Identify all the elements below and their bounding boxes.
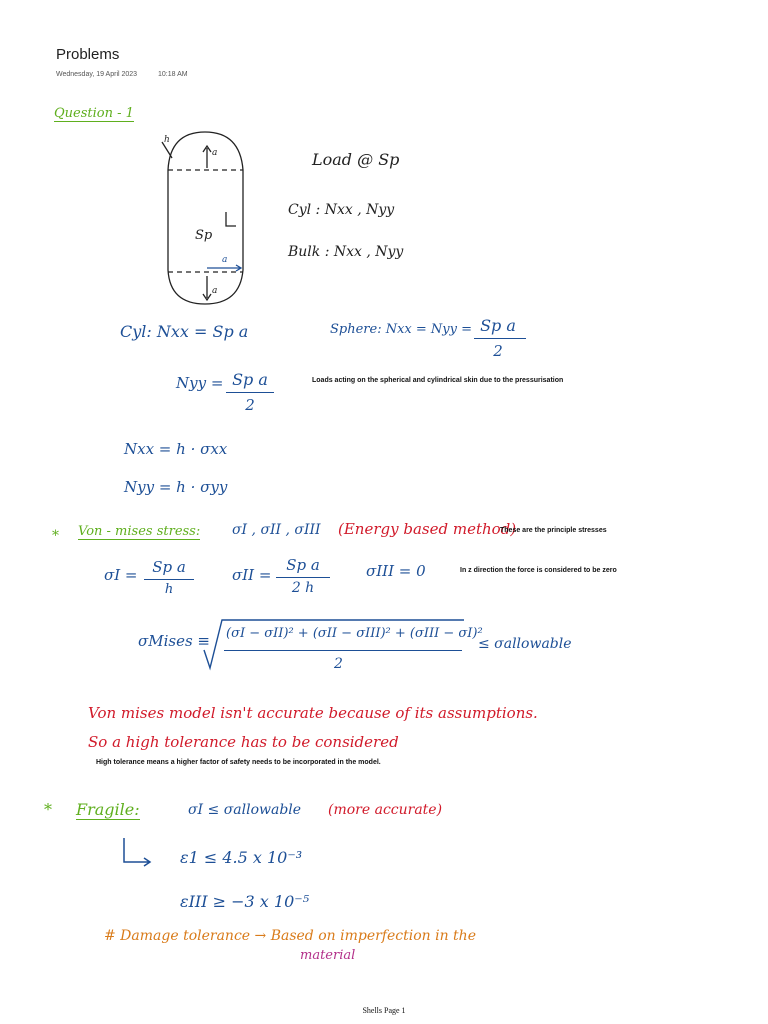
damage-note: # Damage tolerance → Based on imperfection in the xyxy=(104,928,476,944)
star-icon-2: * xyxy=(44,800,52,819)
eps3-eq: εIII ≥ −3 x 10⁻⁵ xyxy=(180,892,310,911)
sphere-eq-den: 2 xyxy=(493,342,503,360)
vm-formula-rhs: ≤ σallowable xyxy=(478,636,572,652)
remark-2: So a high tolerance has to be considered xyxy=(88,733,399,751)
nyy-eq-den: 2 xyxy=(245,396,255,414)
star-icon: * xyxy=(52,528,59,544)
question-label: Question - 1 xyxy=(54,106,134,121)
sphere-eq-lhs: Sphere: Nxx = Nyy = xyxy=(330,322,472,337)
page-title: Problems xyxy=(56,46,120,63)
s3-eq: σIII = 0 xyxy=(366,562,426,580)
principle-note: These are the principle stresses xyxy=(500,527,607,534)
eps1-eq: ε1 ≤ 4.5 x 10⁻³ xyxy=(180,848,303,867)
vonmises-label: Von - mises stress: xyxy=(78,524,201,539)
nyy-eq-num: Sp a xyxy=(232,370,268,389)
diagram-a-horiz: a xyxy=(222,255,228,265)
principal-stresses: σI , σII , σIII xyxy=(232,522,321,538)
bulk-loads: Bulk : Nxx , Nyy xyxy=(288,244,404,260)
diagram-h: h xyxy=(164,135,170,145)
page-time: 10:18 AM xyxy=(158,71,188,78)
s1-lhs: σI = xyxy=(104,566,138,584)
page-date: Wednesday, 19 April 2023 xyxy=(56,71,138,78)
s2-lhs: σII = xyxy=(232,566,272,584)
vm-formula-den: 2 xyxy=(334,656,343,672)
nxx-stress-eq: Nxx = h · σxx xyxy=(124,440,228,458)
vm-formula-lhs: σMises ≡ xyxy=(138,632,211,650)
page-footer: Shells Page 1 xyxy=(362,1006,406,1015)
sphere-eq-num: Sp a xyxy=(480,316,516,335)
fragile-condition: σI ≤ σallowable xyxy=(188,802,302,818)
diagram-a-bottom: a xyxy=(212,286,218,296)
loads-note: Loads acting on the spherical and cylindrical skin due to the pressurisation xyxy=(312,377,564,384)
cyl-loads: Cyl : Nxx , Nyy xyxy=(288,202,395,218)
energy-method: (Energy based method) xyxy=(338,520,517,538)
nyy-stress-eq: Nyy = h · σyy xyxy=(124,478,228,496)
s1-den: h xyxy=(164,582,174,597)
s1-num: Sp a xyxy=(152,558,186,576)
vm-formula-num: (σI − σII)² + (σII − σIII)² + (σIII − σI)² xyxy=(226,626,483,641)
material-note: material xyxy=(300,948,356,963)
fragile-accuracy: (more accurate) xyxy=(328,802,443,818)
remark-1: Von mises model isn't accurate because of its assumptions. xyxy=(88,704,538,722)
diagram-sp: Sp xyxy=(195,228,213,243)
nyy-eq-lhs: Nyy = xyxy=(176,374,224,392)
zdir-note: In z direction the force is considered to be zero xyxy=(460,567,617,574)
tolerance-note: High tolerance means a higher factor of safety needs to be incorporated in the model. xyxy=(96,759,381,766)
diagram-a-top: a xyxy=(212,148,218,158)
load-note: Load @ Sp xyxy=(312,150,400,169)
cyl-nxx-eq: Cyl: Nxx = Sp a xyxy=(120,322,249,341)
s2-num: Sp a xyxy=(286,556,320,574)
s2-den: 2 h xyxy=(291,580,315,596)
fragile-label: Fragile: xyxy=(76,800,140,819)
